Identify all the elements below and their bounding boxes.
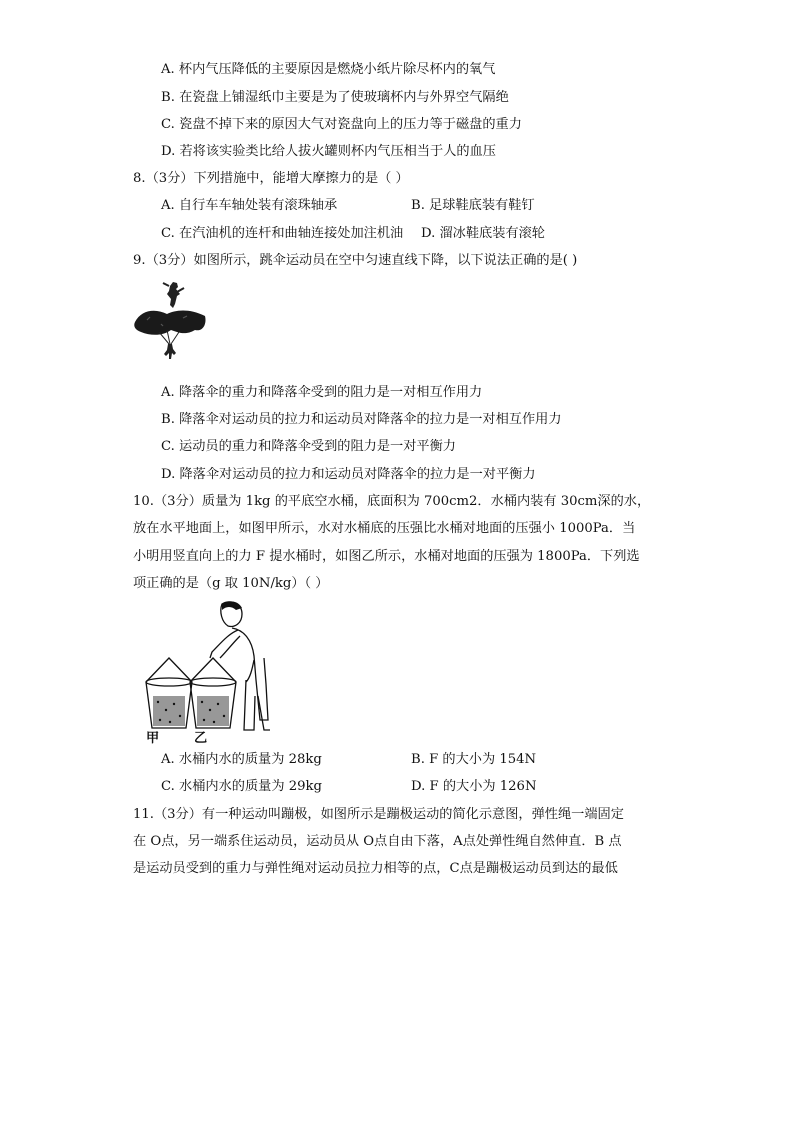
q9-option-a: A. 降落伞的重力和降落伞受到的阻力是一对相互作用力: [161, 385, 483, 400]
q8-stem: 8.（3分）下列措施中，能增大摩擦力的是（ ）: [133, 171, 409, 186]
q10-option-d: D. F 的大小为 126N: [411, 779, 537, 794]
q10-stem-line-2: 放在水平地面上，如图甲所示，水对水桶底的压强比水桶对地面的压强小 1000Pa．当: [133, 521, 636, 536]
figure-label-jia: 甲: [146, 731, 160, 746]
q10-stem-line-1: 10.（3分）质量为 1kg 的平底空水桶，底面积为 700cm2．水桶内装有 30cm深的水，: [133, 494, 651, 509]
parachutist-figure: [133, 280, 209, 362]
q7-option-a: A. 杯内气压降低的主要原因是燃烧小纸片除尽杯内的氧气: [161, 62, 496, 77]
q10-stem-line-4: 项正确的是（g 取 10N/kg）（ ）: [133, 576, 329, 591]
figure-label-yi: 乙: [194, 731, 208, 746]
q11-stem-line-1: 11.（3分）有一种运动叫蹦极，如图所示是蹦极运动的简化示意图，弹性绳一端固定: [133, 807, 624, 822]
q8-option-b: B. 足球鞋底装有鞋钉: [411, 198, 535, 213]
q10-option-c: C. 水桶内水的质量为 29kg: [161, 779, 322, 794]
q11-stem-line-2: 在 O点，另一端系住运动员，运动员从 O点自由下落，A点处弹性绳自然伸直．B 点: [133, 834, 622, 849]
q7-option-b: B. 在瓷盘上铺湿纸巾主要是为了使玻璃杯内与外界空气隔绝: [161, 90, 509, 105]
q9-stem: 9.（3分）如图所示，跳伞运动员在空中匀速直线下降，以下说法正确的是( ): [133, 253, 578, 268]
q8-option-a: A. 自行车车轴处装有滚珠轴承: [161, 198, 338, 213]
q8-option-c: C. 在汽油机的连杆和曲轴连接处加注机油: [161, 226, 404, 241]
q9-option-d: D. 降落伞对运动员的拉力和运动员对降落伞的拉力是一对平衡力: [161, 467, 536, 482]
bucket-figure: [140, 600, 275, 742]
q10-option-b: B. F 的大小为 154N: [411, 752, 537, 767]
q8-option-d: D. 溜冰鞋底装有滚轮: [421, 226, 545, 241]
q9-option-b: B. 降落伞对运动员的拉力和运动员对降落伞的拉力是一对相互作用力: [161, 412, 562, 427]
q7-option-c: C. 瓷盘不掉下来的原因大气对瓷盘向上的压力等于磁盘的重力: [161, 117, 522, 132]
q10-option-a: A. 水桶内水的质量为 28kg: [161, 752, 322, 767]
q9-option-c: C. 运动员的重力和降落伞受到的阻力是一对平衡力: [161, 439, 456, 454]
q11-stem-line-3: 是运动员受到的重力与弹性绳对运动员拉力相等的点，C点是蹦极运动员到达的最低: [133, 861, 618, 876]
q7-option-d: D. 若将该实验类比给人拔火罐则杯内气压相当于人的血压: [161, 144, 496, 159]
q10-stem-line-3: 小明用竖直向上的力 F 提水桶时，如图乙所示，水桶对地面的压强为 1800Pa．下列选: [133, 549, 640, 564]
